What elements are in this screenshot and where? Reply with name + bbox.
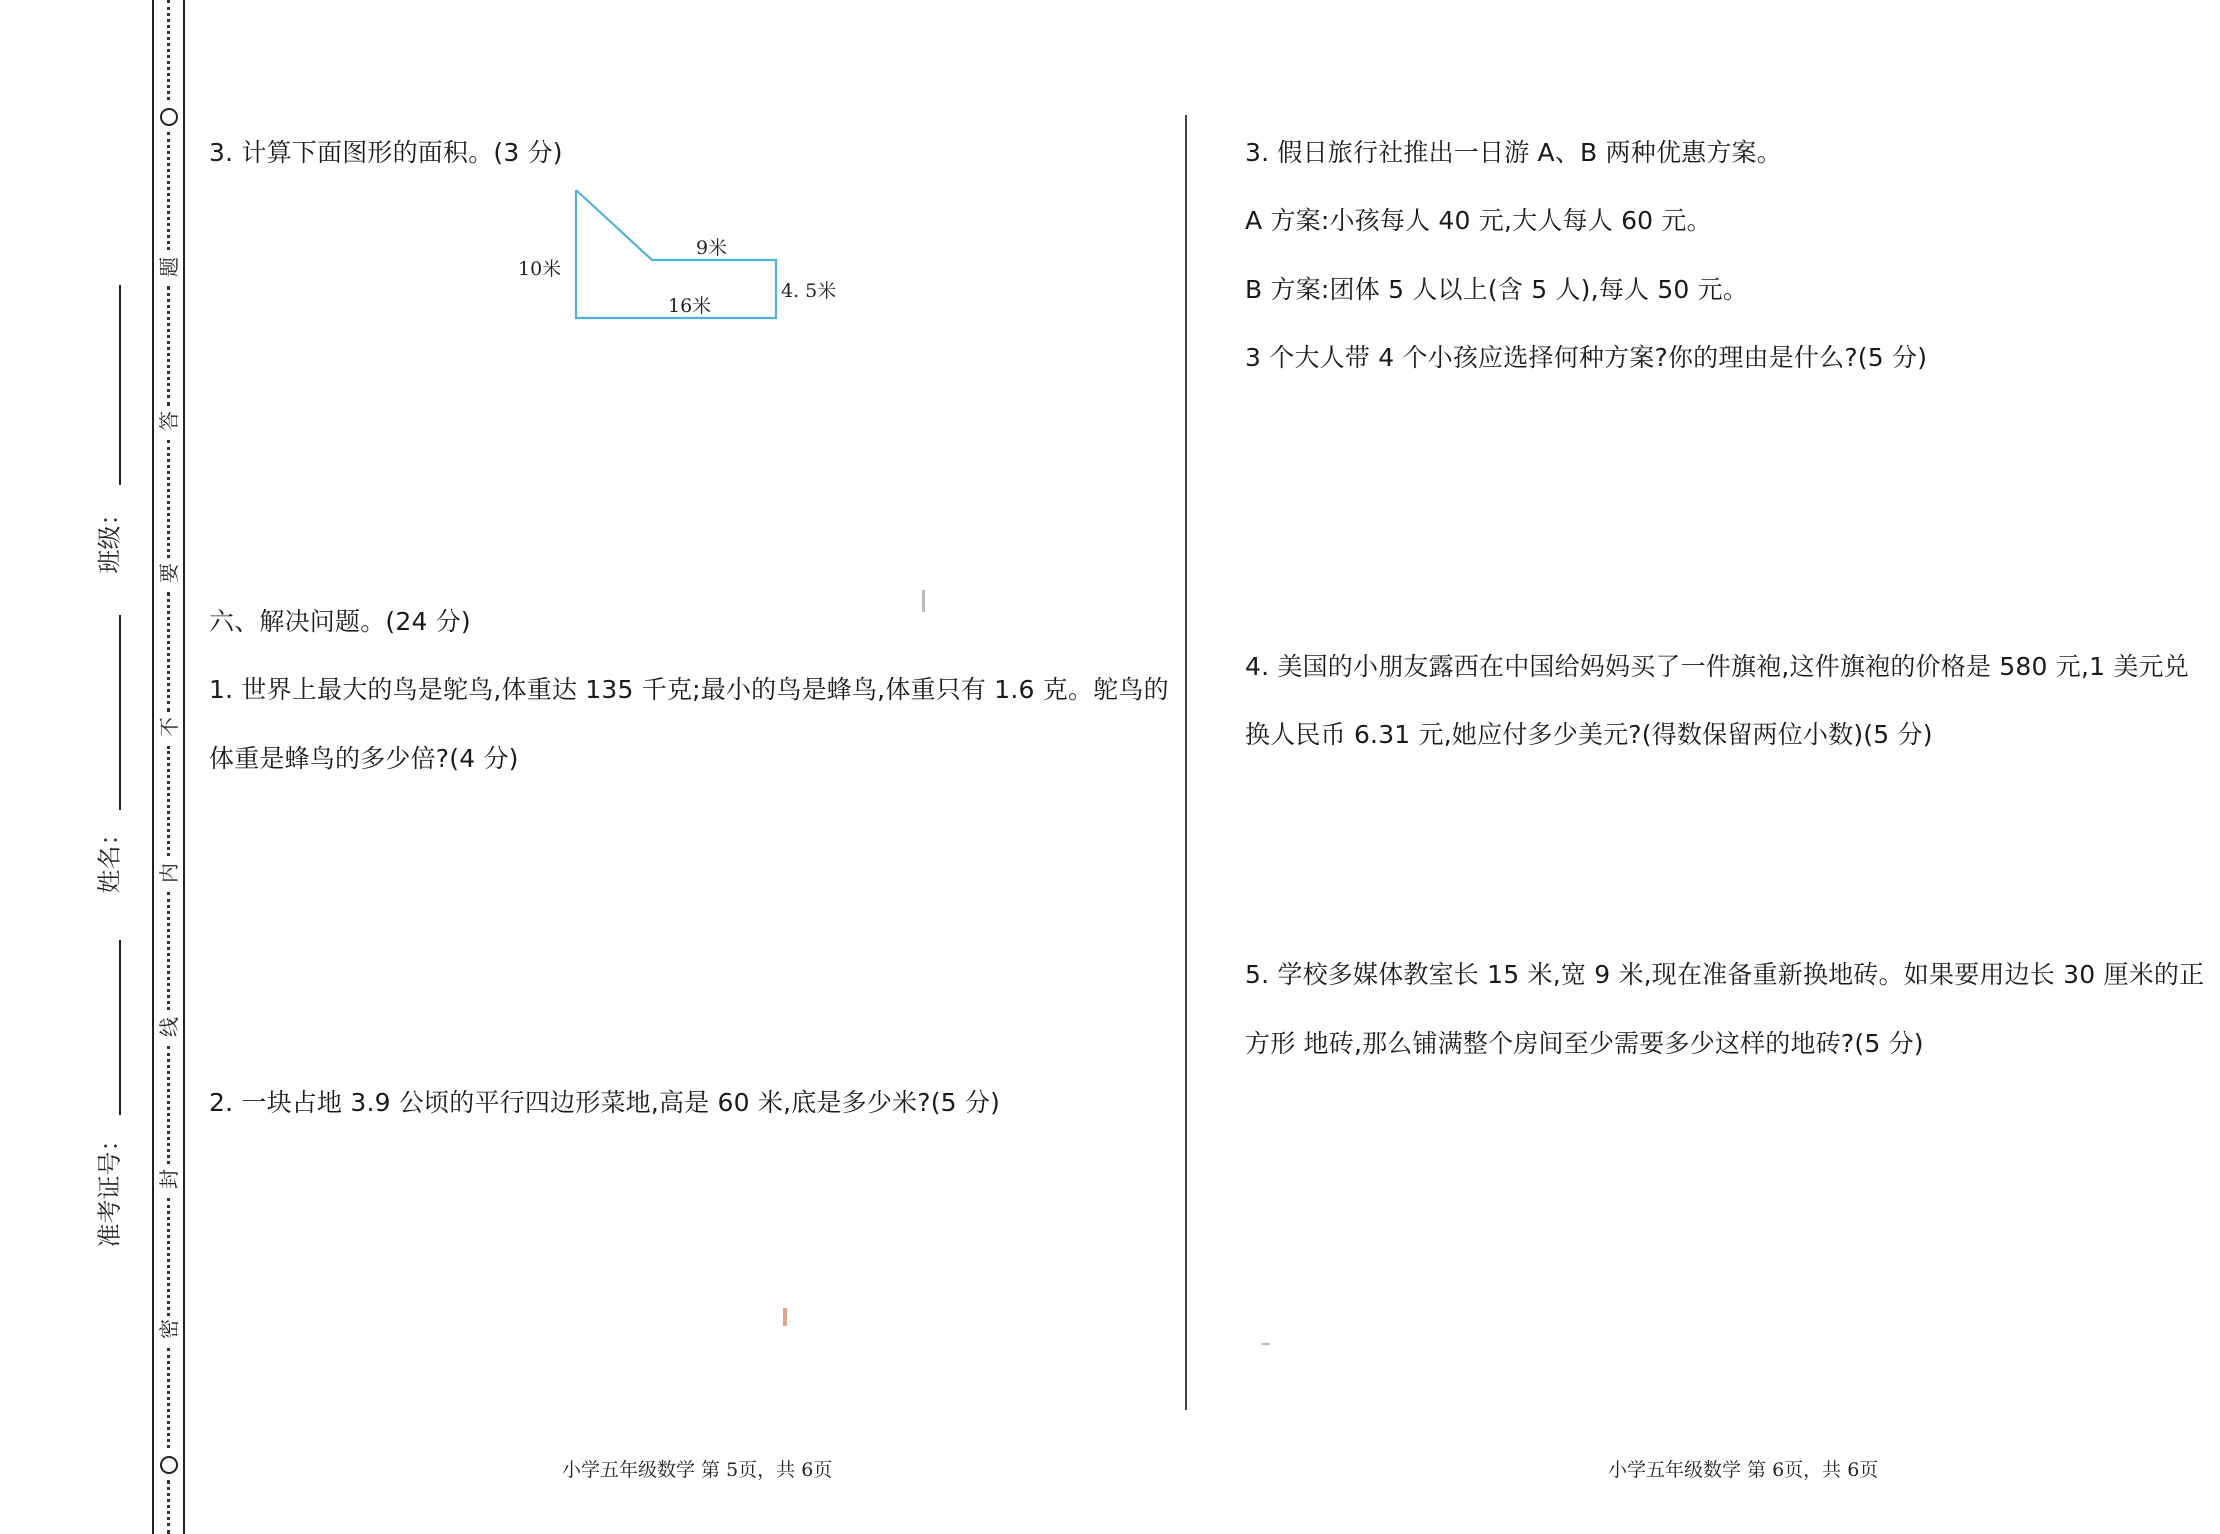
q1-line1: 1. 世界上最大的鸟是鸵鸟,体重达 135 千克;最小的鸟是蜂鸟,体重只有 1.6 克。鸵鸟的 xyxy=(209,675,1169,704)
seal-char: 答 xyxy=(157,411,181,431)
seal-dots xyxy=(167,592,174,712)
figure-label-right: 4. 5米 xyxy=(781,280,837,302)
scan-speck xyxy=(783,1308,787,1326)
seal-dots xyxy=(167,286,174,406)
q1-line2: 体重是蜂鸟的多少倍?(4 分) xyxy=(209,744,519,773)
seal-circle-bottom xyxy=(160,1456,178,1474)
right-q3-line4: 3 个大人带 4 个小孩应选择何种方案?你的理由是什么?(5 分) xyxy=(1245,343,1928,372)
figure-label-height: 10米 xyxy=(518,258,562,280)
exam-id-label: 准考证号： xyxy=(95,1127,124,1248)
q2: 2. 一块占地 3.9 公顷的平行四边形菜地,高是 60 米,底是多少米?(5 分) xyxy=(209,1088,1001,1117)
seal-line xyxy=(158,0,180,1534)
section-6-title: 六、解决问题。(24 分) xyxy=(209,607,471,636)
right-footer: 小学五年级数学 第 6页，共 6页 xyxy=(1608,1459,1879,1481)
seal-char: 线 xyxy=(157,1017,181,1037)
seal-char: 要 xyxy=(157,563,181,583)
right-q4-line1: 4. 美国的小朋友露西在中国给妈妈买了一件旗袍,这件旗袍的价格是 580 元,1 美元兑 xyxy=(1245,652,2189,681)
seal-dots xyxy=(167,1046,174,1164)
seal-dots xyxy=(167,1480,174,1534)
right-q5-line2: 方形 地砖,那么铺满整个房间至少需要多少这样的地砖?(5 分) xyxy=(1245,1029,1924,1058)
scan-speck xyxy=(922,590,925,612)
seal-char: 封 xyxy=(157,1169,181,1189)
binding-line-outer xyxy=(152,0,154,1534)
left-footer: 小学五年级数学 第 5页，共 6页 xyxy=(562,1459,833,1481)
seal-dots xyxy=(167,1198,174,1316)
right-q4-line2: 换人民币 6.31 元,她应付多少美元?(得数保留两位小数)(5 分) xyxy=(1245,720,1933,749)
seal-char: 密 xyxy=(157,1319,181,1339)
name-label: 姓名： xyxy=(95,821,124,894)
seal-char: 内 xyxy=(157,863,181,883)
seal-dots xyxy=(167,132,174,250)
right-q5-line1: 5. 学校多媒体教室长 15 米,宽 9 米,现在准备重新换地砖。如果要用边长 30 厘米的正 xyxy=(1245,960,2205,989)
seal-dots xyxy=(167,892,174,1010)
seal-dots xyxy=(167,1348,174,1448)
right-q3-line1: 3. 假日旅行社推出一日游 A、B 两种优惠方案。 xyxy=(1245,138,1782,167)
seal-dots xyxy=(167,0,174,100)
seal-char: 题 xyxy=(157,257,181,277)
name-fill-line xyxy=(119,615,121,810)
figure-label-top: 9米 xyxy=(696,237,728,259)
figure-label-bottom: 16米 xyxy=(668,295,712,317)
class-label: 班级： xyxy=(95,501,124,574)
seal-char: 不 xyxy=(157,717,181,737)
seal-dots xyxy=(167,440,174,558)
exam-id-fill-line xyxy=(119,940,121,1115)
scan-speck xyxy=(1262,1343,1270,1345)
q3-figure xyxy=(500,175,860,335)
right-q3-line2: A 方案:小孩每人 40 元,大人每人 60 元。 xyxy=(1245,206,1712,235)
binding-line-inner xyxy=(183,0,185,1534)
class-fill-line xyxy=(119,285,121,485)
page-divider xyxy=(1185,115,1187,1410)
q3-area-title: 3. 计算下面图形的面积。(3 分) xyxy=(209,138,563,167)
seal-dots xyxy=(167,746,174,856)
right-q3-line3: B 方案:团体 5 人以上(含 5 人),每人 50 元。 xyxy=(1245,275,1749,304)
seal-circle-top xyxy=(160,108,178,126)
